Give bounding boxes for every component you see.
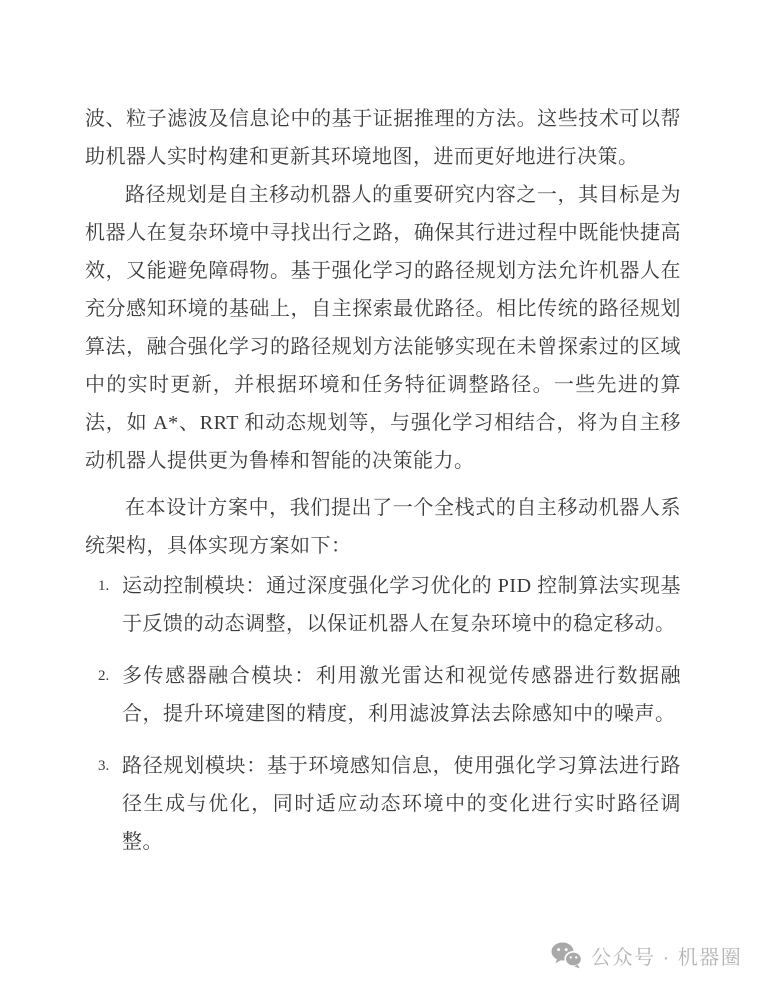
wechat-icon [551,942,582,969]
list-item-text: 运动控制模块：通过深度强化学习优化的 PID 控制算法实现基于反馈的动态调整，以保证机器人在复杂环境中的稳定移动。 [122,575,681,635]
watermark-label: 公众号 · 机器圈 [591,947,743,969]
list-item [85,567,681,643]
paragraph: 波、粒子滤波及信息论中的基于证据推理的方法。这些技术可以帮助机器人实时构建和更新其环境地图，进而更好地进行决策。 [85,108,681,168]
list-item-text: 路径规划模块：基于环境感知信息，使用强化学习算法进行路径生成与优化，同时适应动态环境中的变化进行实时路径调整。 [122,755,681,853]
paragraphs [85,100,681,565]
watermark [551,941,742,970]
paragraph: 在本设计方案中，我们提出了一个全栈式的自主移动机器人系统架构，具体实现方案如下： [85,497,681,557]
list-item-number: 3. [98,758,110,774]
list-item [85,657,681,733]
list-item-text: 多传感器融合模块：利用激光雷达和视觉传感器进行数据融合，提升环境建图的精度，利用滤波算法去除感知中的噪声。 [122,665,681,725]
document-body [85,100,681,861]
list-item-number: 1. [98,578,110,594]
list-item-number: 2. [98,668,110,684]
paragraph: 路径规划是自主移动机器人的重要研究内容之一，其目标是为机器人在复杂环境中寻找出行之路，确保其行进过程中既能快捷高效，又能避免障碍物。基于强化学习的路径规划方法允许机器人在充分感知环境的基础上，自主探索最优路径。相比传统的路径规划算法，融合强化学习的路径规划方法能够实现在未曾探索过的区域中的实时更新，并根据环境和任务特征调整路径。一些先进的算法，如 A*、RRT 和动态规划等，与强化学习相结合，将为自主移动机器人提供更为鲁棒和智能的决策能力。 [85,184,681,472]
list-item [85,747,681,861]
numbered-list [85,567,681,861]
